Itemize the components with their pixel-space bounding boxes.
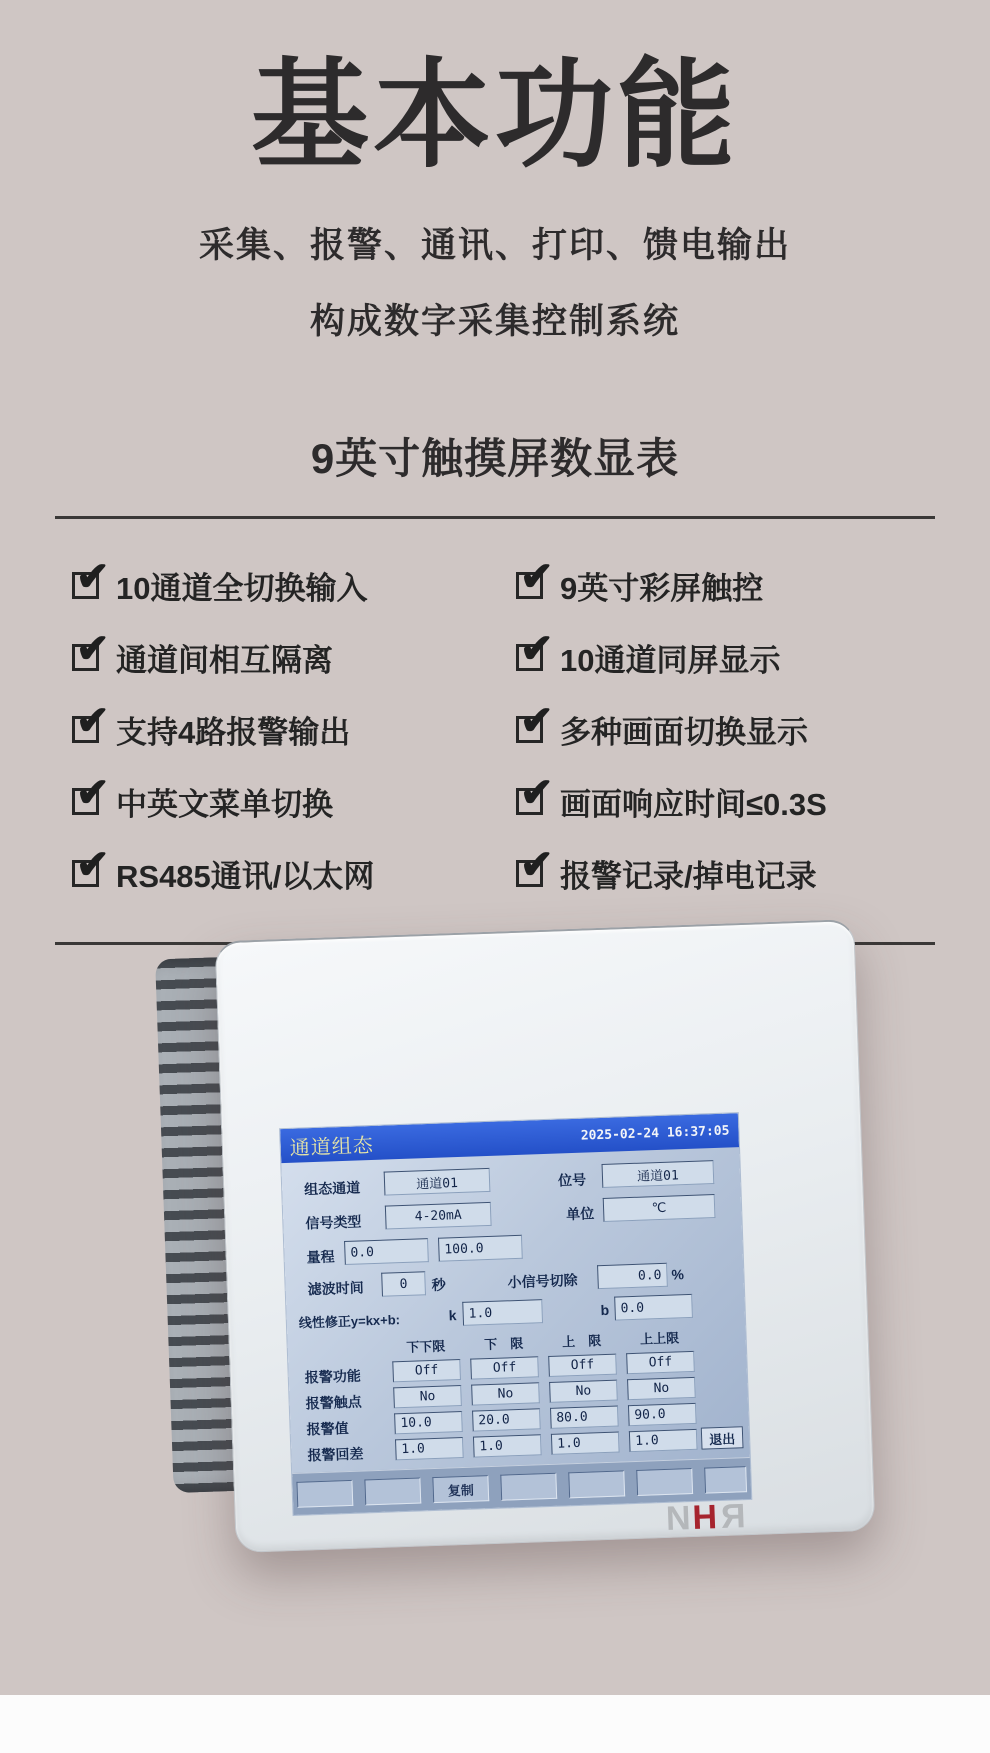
section-title: 9英寸触摸屏数显表: [310, 434, 680, 482]
hero-section: [0, 0, 990, 486]
check-icon: ✔: [76, 698, 110, 743]
softkey-button[interactable]: [296, 1480, 353, 1508]
alarm-hysteresis-field[interactable]: 1.0: [551, 1432, 620, 1455]
alarm-col-header-llow: 下下限: [406, 1338, 446, 1355]
feature-item: [72, 698, 506, 752]
linear-correction-label: 线性修正y=kx+b:: [298, 1312, 401, 1331]
check-icon: ✔: [76, 842, 110, 887]
feature-label: 报警记录/掉电记录: [560, 858, 817, 894]
config-channel-field[interactable]: 通道01: [384, 1168, 491, 1196]
alarm-col-header-low: 下 限: [483, 1335, 524, 1353]
feature-label: 中英文菜单切换: [116, 786, 333, 822]
logo-letter-r: R: [718, 1497, 747, 1537]
checkbox-icon: [516, 770, 554, 815]
feature-list: [0, 554, 990, 896]
alarm-function-field[interactable]: Off: [392, 1359, 461, 1382]
feature-item: [516, 626, 950, 680]
alarm-contact-field[interactable]: No: [627, 1377, 696, 1400]
feature-label: 支持4路报警输出: [116, 714, 351, 750]
check-icon: ✔: [76, 626, 110, 671]
alarm-function-field[interactable]: Off: [470, 1356, 539, 1379]
divider-top: [55, 516, 935, 519]
feature-label: 10通道全切换输入: [116, 570, 368, 606]
unit-label: 单位: [565, 1205, 595, 1223]
device-front-panel: [215, 919, 876, 1553]
config-channel-label: 组态通道: [303, 1179, 361, 1198]
check-icon: ✔: [520, 770, 554, 815]
softkey-button[interactable]: [500, 1473, 557, 1501]
range-label: 量程: [306, 1248, 335, 1266]
range-low-field[interactable]: 0.0: [344, 1238, 429, 1265]
checkbox-icon: [516, 554, 554, 599]
alarm-value-field[interactable]: 80.0: [550, 1406, 619, 1429]
alarm-contact-field[interactable]: No: [549, 1380, 618, 1403]
alarm-contact-field[interactable]: No: [471, 1382, 540, 1405]
checkbox-icon: [72, 842, 110, 887]
alarm-col-header-hhigh: 上上限: [639, 1330, 680, 1347]
alarm-contact-label: 报警触点: [305, 1393, 362, 1412]
device-screen: [280, 1113, 751, 1515]
checkbox-icon: [72, 626, 110, 671]
check-icon: ✔: [520, 554, 554, 599]
copy-button[interactable]: 复制: [432, 1475, 489, 1503]
k-label: k: [448, 1307, 457, 1324]
feature-label: 多种画面切换显示: [560, 714, 808, 750]
feature-label: 通道间相互隔离: [116, 642, 333, 678]
alarm-value-field[interactable]: 20.0: [472, 1408, 541, 1431]
range-high-field[interactable]: 100.0: [438, 1235, 523, 1262]
alarm-function-field[interactable]: Off: [548, 1354, 617, 1377]
small-signal-label: 小信号切除: [507, 1271, 578, 1291]
feature-label: 画面响应时间≤0.3S: [560, 786, 827, 822]
alarm-hysteresis-field[interactable]: 1.0: [629, 1429, 698, 1452]
check-icon: ✔: [520, 698, 554, 743]
checkbox-icon: [72, 554, 110, 599]
filter-time-label: 滤波时间: [307, 1279, 364, 1298]
feature-item: [72, 626, 506, 680]
check-icon: ✔: [520, 626, 554, 671]
checkbox-icon: [72, 770, 110, 815]
small-signal-suffix: %: [671, 1266, 685, 1283]
alarm-function-field[interactable]: Off: [626, 1351, 695, 1374]
logo-letter-n: N: [665, 1499, 694, 1538]
softkey-button[interactable]: [568, 1470, 625, 1498]
alarm-value-field[interactable]: 90.0: [628, 1403, 697, 1426]
small-signal-field[interactable]: 0.0: [597, 1263, 668, 1289]
subtitle-line-2: 构成数字采集控制系统: [309, 301, 680, 341]
tag-label: 位号: [557, 1171, 587, 1189]
alarm-value-field[interactable]: 10.0: [394, 1411, 463, 1434]
signal-type-field[interactable]: 4-20mA: [385, 1202, 492, 1230]
feature-item: [72, 842, 506, 896]
feature-item: [516, 698, 950, 752]
screen-title-bar: [280, 1113, 739, 1163]
checkbox-icon: [516, 842, 554, 887]
k-field[interactable]: 1.0: [462, 1299, 543, 1326]
softkey-button[interactable]: [704, 1466, 747, 1493]
unit-field[interactable]: ℃: [603, 1194, 716, 1222]
bottom-white-band: [0, 1695, 990, 1753]
screen-title: 通道组态: [289, 1134, 375, 1160]
exit-button[interactable]: 退出: [701, 1426, 744, 1449]
b-label: b: [600, 1301, 610, 1319]
checkbox-icon: [516, 626, 554, 671]
screen-timestamp: 2025-02-24 16:37:05: [580, 1123, 730, 1144]
feature-item: [72, 554, 506, 608]
feature-label: 9英寸彩屏触控: [560, 570, 764, 606]
signal-type-label: 信号类型: [305, 1213, 362, 1232]
checkbox-icon: [72, 698, 110, 743]
check-icon: ✔: [76, 554, 110, 599]
feature-label: 10通道同屏显示: [560, 642, 781, 678]
alarm-hysteresis-field[interactable]: 1.0: [395, 1437, 464, 1460]
subtitle-line-1: 采集、报警、通讯、打印、馈电输出: [198, 225, 791, 265]
nhr-logo: [665, 1497, 746, 1539]
alarm-value-label: 报警值: [306, 1419, 349, 1438]
feature-item: [516, 842, 950, 896]
feature-label: RS485通讯/以太网: [116, 858, 375, 894]
logo-letter-h: H: [691, 1498, 720, 1538]
page-title: 基本功能: [250, 50, 739, 182]
alarm-hysteresis-label: 报警回差: [307, 1445, 364, 1464]
filter-time-suffix: 秒: [431, 1276, 446, 1293]
feature-item: [516, 770, 950, 824]
feature-item: [72, 770, 506, 824]
tag-field[interactable]: 通道01: [602, 1160, 715, 1188]
softkey-button[interactable]: [364, 1477, 421, 1505]
softkey-button[interactable]: [636, 1468, 693, 1496]
check-icon: ✔: [76, 770, 110, 815]
filter-time-field[interactable]: 0: [381, 1271, 426, 1297]
check-icon: ✔: [520, 842, 554, 887]
b-field[interactable]: 0.0: [614, 1294, 693, 1321]
alarm-hysteresis-field[interactable]: 1.0: [473, 1434, 542, 1457]
alarm-function-label: 报警功能: [304, 1367, 362, 1386]
checkbox-icon: [516, 698, 554, 743]
device-photo: [215, 919, 876, 1553]
alarm-col-header-high: 上 限: [561, 1333, 602, 1350]
alarm-contact-field[interactable]: No: [393, 1385, 462, 1408]
feature-item: [516, 554, 950, 608]
